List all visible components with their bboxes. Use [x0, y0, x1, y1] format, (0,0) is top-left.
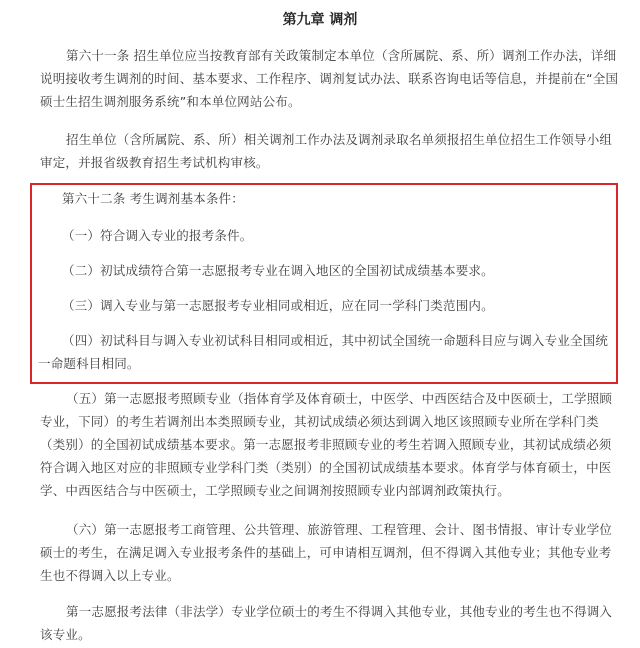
condition-3: （三）调入专业与第一志愿报考专业相同或相近，应在同一学科门类范围内。 — [62, 298, 494, 313]
article-61-paragraph-1: 第六十一条 招生单位应当按教育部有关政策制定本单位（含所属院、系、所）调剂工作办法，详细说明接收考生调剂的时间、基本要求、工作程序、调剂复试办法、联系咨询电话等信息，并提前在“全国硕士生招生调剂服务系统”和本单位网站公布。 — [40, 48, 619, 109]
article-61-paragraph-2: 招生单位（含所属院、系、所）相关调剂工作办法及调剂录取名单须报招生单位招生工作领导小组审定，并报省级教育招生考试机构审核。 — [40, 132, 613, 170]
last-paragraph: 第一志愿报考法律（非法学）专业学位硕士的考生不得调入其他专业，其他专业的考生也不得调入该专业。 — [40, 604, 613, 642]
condition-2: （二）初试成绩符合第一志愿报考专业在调入地区的全国初试成绩基本要求。 — [62, 263, 494, 278]
condition-5: （五）第一志愿报考照顾专业（指体育学及体育硕士，中医学、中西医结合及中医硕士，工学照顾专业，下同）的考生若调剂出本类照顾专业，其初试成绩必须达到调入地区该照顾专业所在学科门类（类别）的全国初试成绩基本要求。第一志愿报考非照顾专业的考生若调入照顾专业，其初试成绩必须符合调入地区对应的非照顾专业学科门类（类别）的全国初试成绩基本要求。体育学与体育硕士，中医学、中西医结合与中医硕士，工学照顾专业之间调剂按照顾专业内部调剂政策执行。 — [40, 391, 613, 498]
chapter-title: 第九章 调剂 — [282, 12, 358, 28]
condition-1: （一）符合调入专业的报考条件。 — [62, 228, 253, 243]
condition-4: （四）初试科目与调入专业初试科目相同或相近，其中初试全国统一命题科目应与调入专业全国统一命题科目相同。 — [38, 333, 609, 371]
article-62-heading: 第六十二条 考生调剂基本条件： — [62, 191, 244, 206]
condition-6: （六）第一志愿报考工商管理、公共管理、旅游管理、工程管理、会计、图书情报、审计专业学位硕士的考生，在满足调入专业报考条件的基础上，可申请相互调剂，但不得调入其他专业；其他专业考生也不得调入以上专业。 — [40, 522, 613, 583]
